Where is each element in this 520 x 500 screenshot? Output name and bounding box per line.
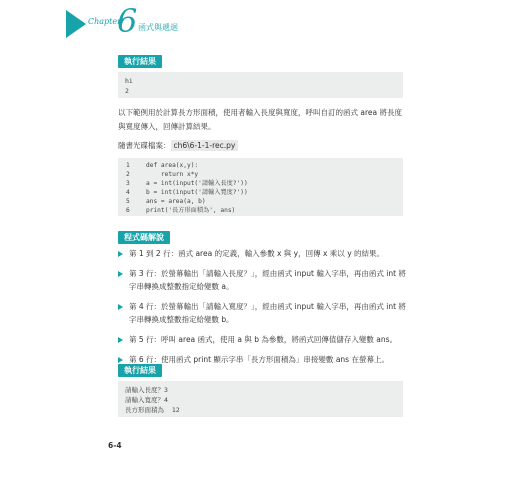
output-box-1 (118, 72, 403, 98)
line-number: 2 (126, 171, 130, 178)
list-item-text: 第 1 到 2 行：函式 area 的定義，輸入參數 x 與 y，回傳 x 乘以 y 的結果。 (129, 249, 385, 258)
bullet-arrow-icon (118, 251, 123, 257)
chapter-marker-icon (66, 10, 86, 38)
chapter-number: 6 (117, 2, 138, 40)
file-name: ch6\6-1-1-rec.py (171, 140, 239, 151)
code-text: b = int(input('請輸入寬度?')) (146, 189, 248, 196)
list-item-text: 第 5 行：呼叫 area 函式，使用 a 與 b 為參數，將函式回傳值儲存入變數 ans。 (129, 335, 398, 344)
list-item (118, 333, 410, 346)
list-item-text: 第 6 行：使用函式 print 顯示字串「長方形面積為」串接變數 ans 在螢幕上。 (129, 355, 389, 364)
list-item (118, 267, 410, 293)
line-number: 6 (126, 207, 130, 214)
code-text: ans = area(a, b) (146, 198, 206, 205)
output-line: 2 (125, 87, 129, 95)
line-number: 5 (126, 198, 130, 205)
section-label-output-2: 執行結果 (118, 364, 162, 377)
chapter-title: 函式與遞迴 (138, 23, 178, 32)
intro-paragraph: 以下範例用於計算長方形面積，使用者輸入長度與寬度，呼叫自訂的函式 area 將長度與寬度傳入，回傳計算結果。 (118, 108, 402, 131)
output-line: hi (125, 77, 133, 85)
code-text: def area(x,y): (146, 162, 199, 169)
output-line: 長方形面積為 12 (125, 406, 180, 414)
code-line (118, 170, 403, 179)
code-text: a = int(input('請輸入長度?')) (146, 180, 248, 187)
bullet-arrow-icon (118, 357, 123, 363)
file-reference (118, 140, 238, 152)
code-block (118, 158, 403, 216)
file-prefix: 隨書光碟檔案： (118, 141, 171, 150)
bullet-arrow-icon (118, 337, 123, 343)
list-item-text: 第 3 行：於螢幕輸出「請輸入長度？」，經由函式 input 輸入字串，再由函式 int 將字串轉換成整數指定給變數 a。 (129, 269, 406, 291)
code-line (118, 197, 403, 206)
list-item (118, 247, 410, 260)
code-line (118, 161, 403, 170)
output-box-2 (118, 381, 403, 417)
list-item (118, 300, 410, 326)
explanation-list (118, 247, 410, 373)
line-number: 3 (126, 180, 130, 187)
chapter-word: Chapter (88, 17, 121, 26)
code-line (118, 206, 403, 215)
line-number: 1 (126, 162, 130, 169)
bullet-arrow-icon (118, 304, 123, 310)
code-text: return x*y (146, 171, 199, 178)
section-label-explanation: 程式碼解說 (118, 231, 170, 244)
line-number: 4 (126, 189, 130, 196)
output-line: 請輸入長度？3 (125, 386, 168, 394)
section-label-output-1: 執行結果 (118, 55, 162, 68)
code-line (118, 179, 403, 188)
output-line: 請輸入寬度？4 (125, 396, 168, 404)
code-text: print('長方形面積為', ans) (146, 207, 236, 214)
code-line (118, 188, 403, 197)
page-number: 6-4 (108, 441, 122, 450)
list-item-text: 第 4 行：於螢幕輸出「請輸入寬度？」，經由函式 input 輸入字串，再由函式 int 將字串轉換成整數指定給變數 b。 (129, 302, 406, 324)
bullet-arrow-icon (118, 271, 123, 277)
